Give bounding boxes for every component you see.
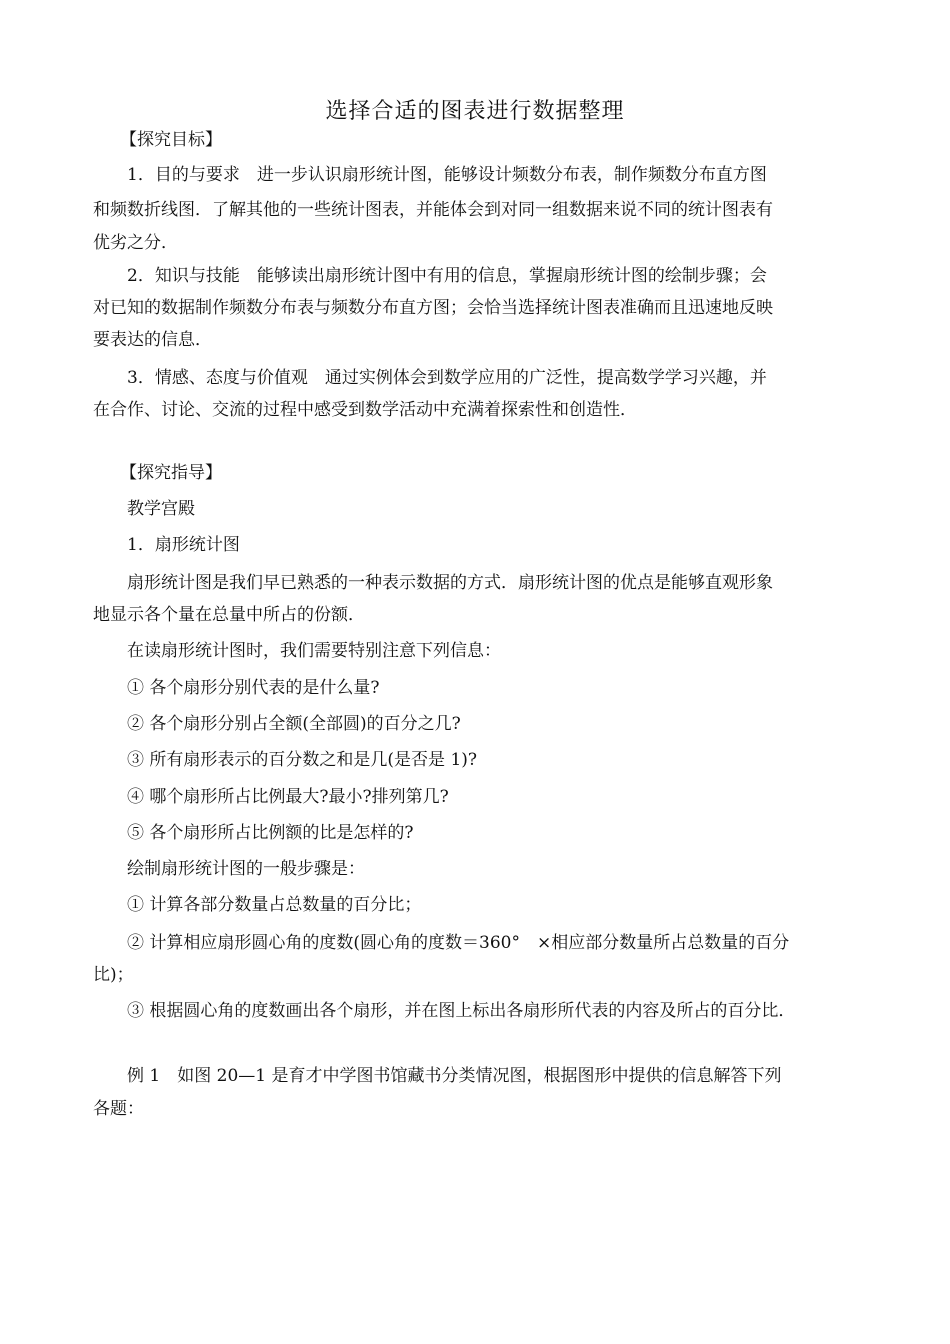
goal2-line2: 对已知的数据制作频数分布表与频数分布直方图；会恰当选择统计图表准确而且迅速地反映 [93, 298, 773, 318]
palace-heading: 教学宫殿 [127, 499, 195, 519]
read-item-2: ② 各个扇形分别占全额(全部圆)的百分之几? [127, 714, 461, 734]
step-2-line1: ② 计算相应扇形圆心角的度数(圆心角的度数＝360° ×相应部分数量所占总数量的百分 [127, 933, 790, 953]
step-1: ① 计算各部分数量占总数量的百分比； [127, 895, 422, 915]
intro-line1: 扇形统计图是我们早已熟悉的一种表示数据的方式．扇形统计图的优点是能够直观形象 [127, 573, 773, 593]
read-item-3: ③ 所有扇形表示的百分数之和是几(是否是 1)? [127, 750, 478, 770]
example-line2: 各题： [93, 1099, 144, 1119]
read-item-1: ① 各个扇形分别代表的是什么量? [127, 678, 380, 698]
goal1-line3: 优劣之分． [93, 233, 178, 253]
goal1-line1: 1．目的与要求 进一步认识扇形统计图，能够设计频数分布表，制作频数分布直方图 [127, 165, 767, 185]
goal2-line1: 2．知识与技能 能够读出扇形统计图中有用的信息，掌握扇形统计图的绘制步骤；会 [127, 266, 767, 286]
intro-line2: 地显示各个量在总量中所占的份额． [93, 605, 365, 625]
goal1-line2: 和频数折线图．了解其他的一些统计图表，并能体会到对同一组数据来说不同的统计图表有 [93, 200, 773, 220]
goal-heading: 【探究目标】 [120, 130, 222, 150]
read-lead: 在读扇形统计图时，我们需要特别注意下列信息： [127, 641, 501, 661]
page-title: 选择合适的图表进行数据整理 [325, 99, 625, 124]
steps-lead: 绘制扇形统计图的一般步骤是： [127, 859, 365, 879]
read-item-5: ⑤ 各个扇形所占比例额的比是怎样的? [127, 823, 414, 843]
example-line1: 例 1 如图 20—1 是育才中学图书馆藏书分类情况图，根据图形中提供的信息解答下列 [127, 1066, 782, 1086]
step-2-line2: 比)； [93, 965, 134, 985]
read-item-4: ④ 哪个扇形所占比例最大?最小?排列第几? [127, 787, 449, 807]
step-3: ③ 根据圆心角的度数画出各个扇形，并在图上标出各扇形所代表的内容及所占的百分比． [127, 1001, 796, 1021]
goal3-line2: 在合作、讨论、交流的过程中感受到数学活动中充满着探索性和创造性． [93, 400, 637, 420]
guide-heading: 【探究指导】 [120, 463, 222, 483]
goal3-line1: 3．情感、态度与价值观 通过实例体会到数学应用的广泛性，提高数学学习兴趣，并 [127, 368, 767, 388]
goal2-line3: 要表达的信息． [93, 330, 212, 350]
section1-heading: 1．扇形统计图 [127, 535, 240, 555]
